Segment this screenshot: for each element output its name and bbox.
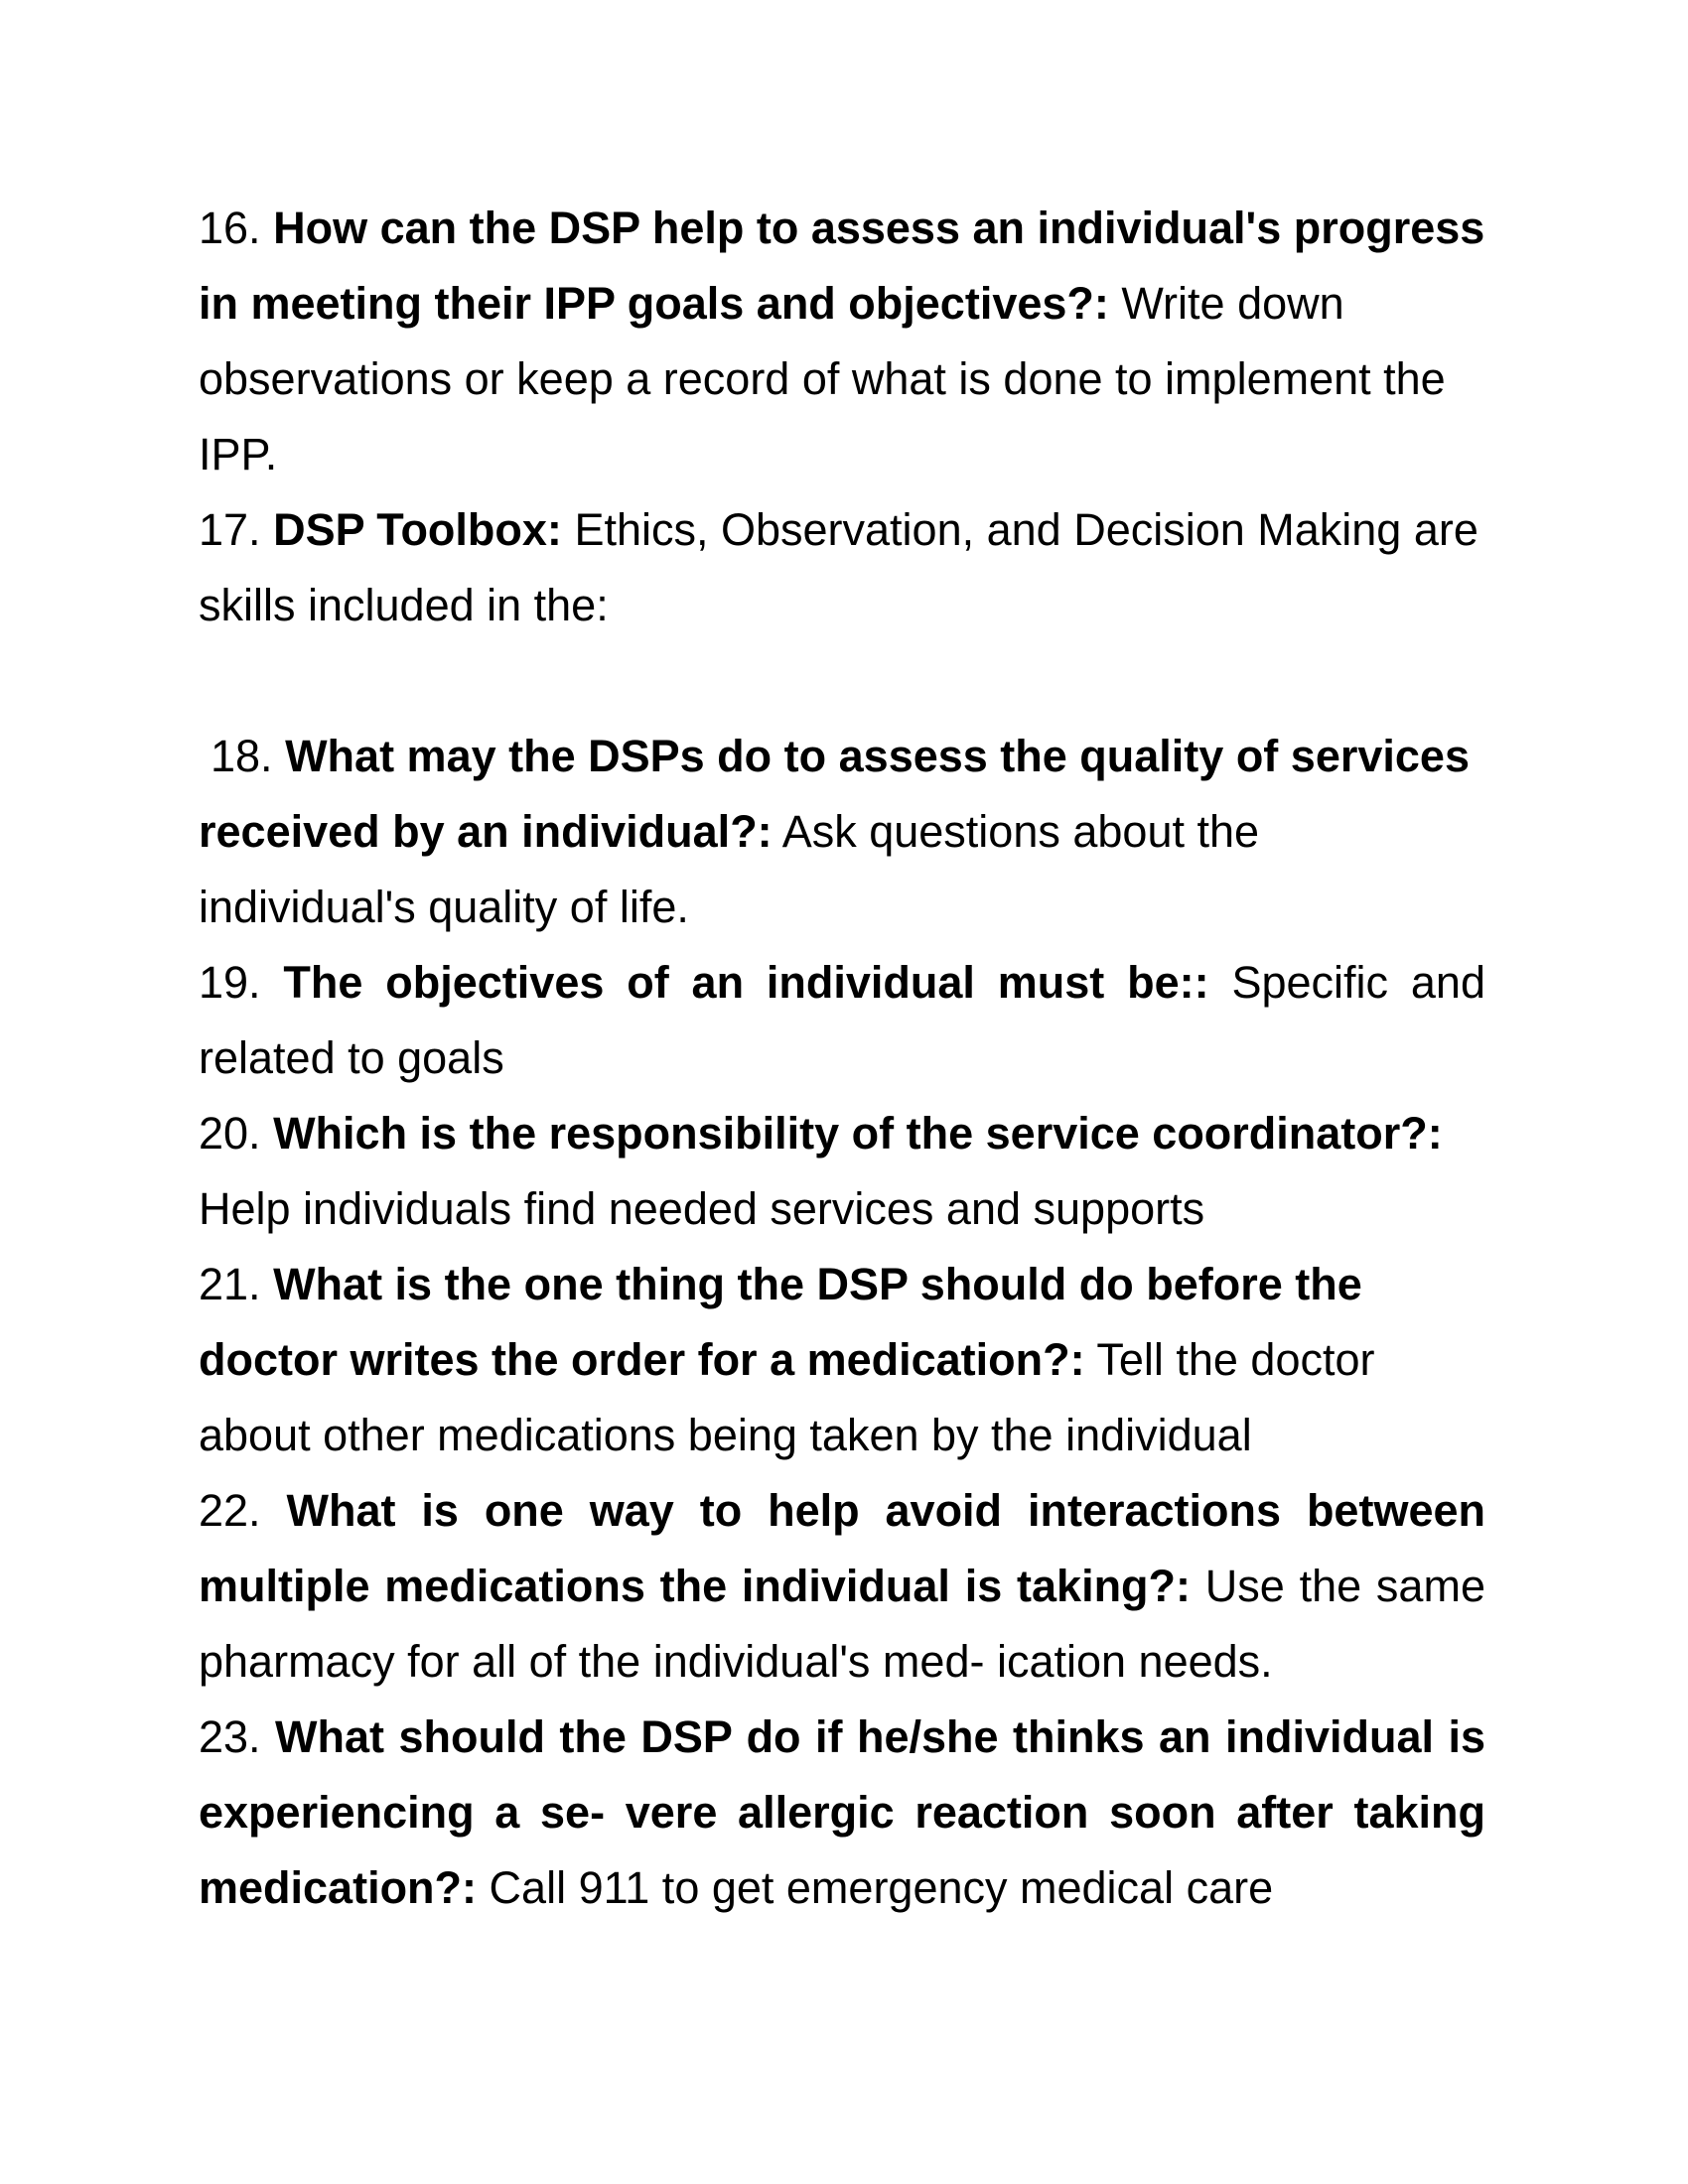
item-number: 21. [199, 1259, 261, 1309]
qa-item-20 [199, 1096, 1485, 1247]
item-question: Which is the responsibility of the service coordinator?: [273, 1108, 1443, 1159]
item-number: 23. [199, 1711, 261, 1762]
item-question: What is the one thing the DSP should do before the doctor writes the order for a medication?: [199, 1259, 1362, 1385]
item-question: What may the DSPs do to assess the quality of services received by an individual?: [199, 731, 1470, 857]
blank-line [199, 643, 1485, 719]
item-answer: Tell the doctor about other medications being taken by the individual [199, 1334, 1375, 1460]
item-answer: Call 911 to get emergency medical care [489, 1862, 1274, 1913]
item-answer: Ask questions about the individual's quality of life. [199, 806, 1260, 932]
item-number: 17. [199, 504, 261, 555]
item-question: What should the DSP do if he/she thinks an individual is experiencing a se- vere allergic reaction soon after taking medication?: [199, 1711, 1485, 1913]
item-number: 22. [199, 1485, 261, 1536]
item-question: The objectives of an individual must be:: [283, 957, 1209, 1008]
item-answer: Specific and related to goals [199, 957, 1485, 1083]
qa-item-16 [199, 191, 1485, 492]
qa-item-21 [199, 1247, 1485, 1473]
item-answer: Ethics, Observation, and Decision Making are skills included in the: [199, 504, 1478, 630]
item-number: 16. [199, 203, 261, 253]
item-number: 18. [211, 731, 273, 781]
item-answer: Use the same pharmacy for all of the individual's med- ication needs. [199, 1561, 1485, 1687]
item-question: How can the DSP help to assess an individual's progress in meeting their IPP goals and objectives?: [199, 203, 1485, 329]
item-number: 20. [199, 1108, 261, 1159]
item-question: DSP Toolbox: [273, 504, 562, 555]
qa-item-18 [199, 719, 1485, 945]
qa-item-19 [199, 945, 1485, 1096]
item-question: What is one way to help avoid interactions between multiple medications the individual is taking?: [199, 1485, 1485, 1611]
qa-item-17 [199, 492, 1485, 643]
item-answer: Write down observations or keep a record of what is done to implement the IPP. [199, 278, 1446, 479]
item-answer: Help individuals find needed services and supports [199, 1183, 1205, 1234]
qa-item-23 [199, 1700, 1485, 1926]
document-page [199, 191, 1485, 1926]
item-number: 19. [199, 957, 261, 1008]
qa-item-22 [199, 1473, 1485, 1700]
